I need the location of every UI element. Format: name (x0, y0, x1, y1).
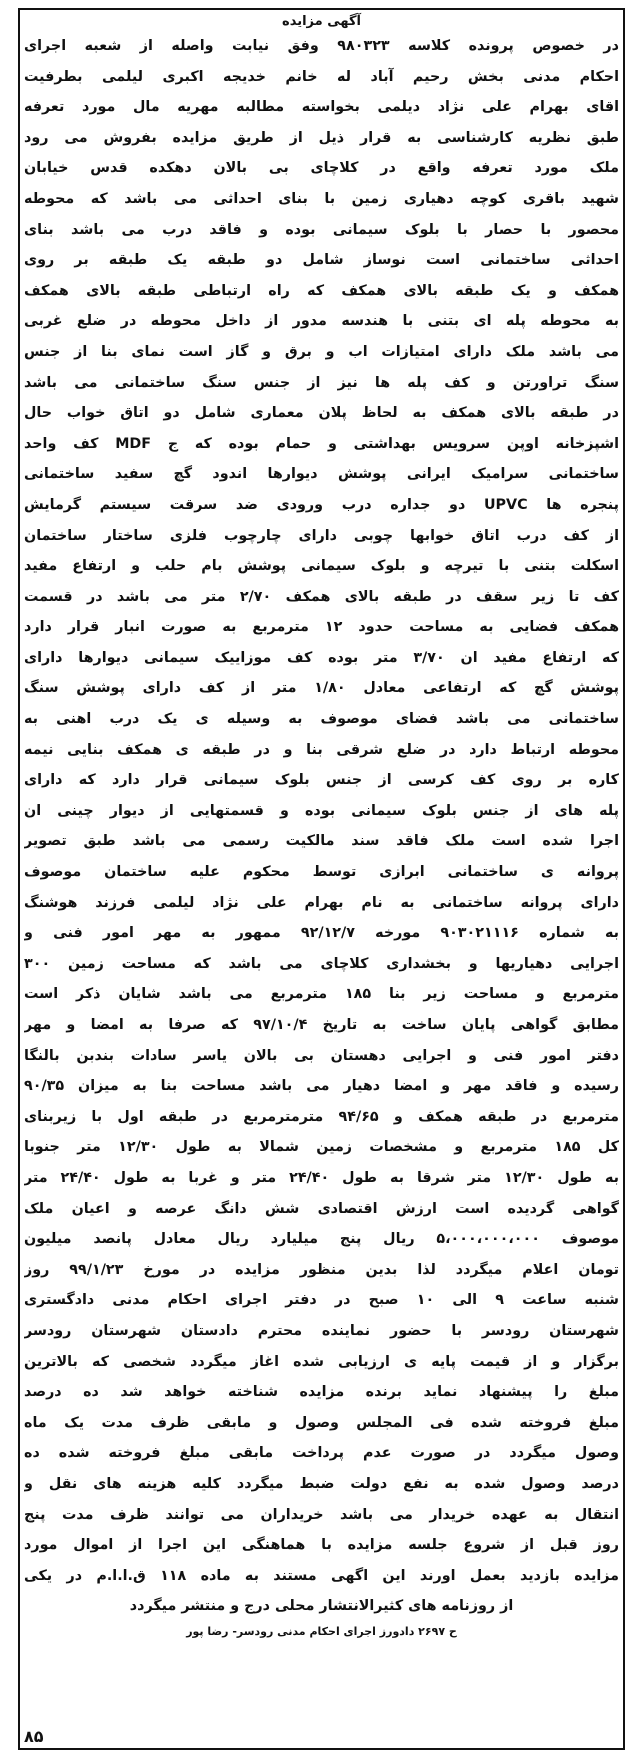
notice-footer: ح ۲۶۹۷ دادورز اجرای احکام مدنی رودسر- رضا پور (186, 1624, 457, 1638)
notice-text-line: محوطه ارتباط دارد در ضلع شرقی بنا و در طبقه ی همکف بنایی نیمه (24, 741, 619, 758)
notice-text-line: مبلغ را پیشنهاد نماید برنده مزایده شناخته خواهد شد ده درصد (24, 1384, 619, 1401)
notice-text-line: شنبه ساعت ۹ الی ۱۰ صبح در دفتر اجرای احکام مدنی دادگستری (24, 1292, 619, 1309)
notice-text-line: مترمربع در طبقه همکف و ۹۴/۶۵ مترمترمربع در طبقه اول با زیربنای (24, 1108, 619, 1125)
notice-text-line: مترمربع و مساحت زیر بنا ۱۸۵ مترمربع می باشد شایان ذکر است (24, 986, 619, 1003)
notice-text-line: اشپزخانه اوپن سرویس بهداشتی و حمام بوده که ج MDF کف واحد (24, 435, 619, 452)
notice-text-line: وصول میگردد در صورت عدم پرداخت مابقی مبلغ فروخته شده ده (24, 1445, 619, 1462)
notice-text-line: که ارتفاع مفید ان ۳/۷۰ متر بوده کف موزاییک سیمانی دیوارها دارای (24, 649, 619, 666)
notice-text-line: پنجره ها UPVC دو جداره درب ورودی ضد سرقت سیستم گرمایش (24, 496, 619, 513)
notice-text-line: پوشش گچ که ارتفاعی معادل ۱/۸۰ متر از کف دارای پوشش سنگ (24, 680, 619, 697)
notice-text-line: موصوف ۵،۰۰۰،۰۰۰،۰۰۰ ریال پنج میلیارد ریال معادل پانصد میلیون (24, 1231, 619, 1248)
notice-text-line: کف تا زیر سقف در طبقه بالای همکف ۲/۷۰ متر می باشد در قسمت (24, 588, 619, 605)
notice-text-line: درصد وصول شده به نفع دولت ضبط میگردد کلیه هزینه های نقل و (24, 1475, 619, 1492)
notice-text-line: ملک مورد تعرفه واقع در کلاچای بی بالان دهکده قدس خیابان (24, 160, 619, 177)
notice-text-line: پله های از جنس بلوک سیمانی بوده و قسمتهایی از دیوار چینی ان (24, 802, 619, 819)
notice-text-line: احکام مدنی بخش رحیم آباد له خانم خدیجه اکبری لیلمی بطرفیت (24, 68, 619, 85)
auction-notice (18, 8, 625, 1750)
notice-text-line: پروانه ی ساختمانی ابرازی توسط محکوم علیه ساختمان موصوف (24, 864, 619, 881)
notice-text-line: به شماره ۹۰۳۰۲۱۱۱۶ مورخه ۹۲/۱۲/۷ ممهور به مهر امور فنی و (24, 925, 619, 942)
notice-text-line: اجرا شده است ملک فاقد سند مالکیت رسمی می باشد طبق تصویر (24, 833, 619, 850)
notice-text-line: مزایده بازدید بعمل اورند این اگهی مستند به ماده ۱۱۸ ق.ا.ا.م در یکی (24, 1567, 619, 1584)
notice-text-line: به محوطه پله ای بتنی با هندسه مدور از داخل محوطه در ضلع غربی (24, 313, 619, 330)
notice-text-line: طبق نظریه کارشناسی به قرار ذیل از طریق مزایده بفروش می رود (24, 129, 619, 146)
notice-text-line: گواهی گردیده است ارزش اقتصادی شش دانگ عرصه و اعیان ملک (24, 1200, 619, 1217)
notice-text-line: برگزار و از قیمت پایه ی ارزیابی شده اغاز میگردد شخصی که بالاترین (24, 1353, 619, 1370)
notice-text-line: به طول ۱۲/۳۰ متر شرقا به طول ۲۴/۴۰ متر و غربا به طول ۲۴/۴۰ متر (24, 1169, 619, 1186)
notice-text-line: اقای بهرام علی نژاد دیلمی بخواسته مطالبه مهریه مال مورد تعرفه (24, 99, 619, 116)
notice-text-line: دارای پروانه ساختمانی به نام بهرام علی نژاد لیلمی فرزند هوشنگ (24, 894, 619, 911)
notice-body (20, 31, 623, 1622)
notice-title: آگهی مزایده (282, 14, 361, 29)
notice-text-line: کل ۱۸۵ مترمربع و مشخصات زمین شمالا به طول ۱۲/۳۰ متر جنوبا (24, 1139, 619, 1156)
page-number: ۸۵ (24, 1727, 44, 1746)
notice-text-line: رسیده و فاقد مهر و امضا دهیار می باشد مساحت بنا به میزان ۹۰/۳۵ (24, 1078, 619, 1095)
notice-text-line: همکف و یک طبقه بالای همکف که راه ارتباطی طبقه بالای همکف (24, 282, 619, 299)
notice-text-line: روز قبل از شروع جلسه مزایده با هماهنگی این اجرا از اموال مورد (24, 1537, 619, 1554)
notice-text-line: می باشد ملک دارای امتیازات اب و برق و گاز است نمای بنا از جنس (24, 343, 619, 360)
notice-text-line: همکف فضایی به مساحت حدود ۱۲ مترمربع به صورت انبار قرار دارد (24, 619, 619, 636)
notice-text-line: از کف درب اتاق خوابها چوبی دارای چارچوب فلزی ساختار ساختمان (24, 527, 619, 544)
notice-text-line: محصور با حصار با بلوک سیمانی بوده و فاقد درب می باشد بنای (24, 221, 619, 238)
notice-text-line: شهرستان رودسر با حضور نماینده محترم دادستان شهرستان رودسر (24, 1322, 619, 1339)
notice-text-line: اجرایی دهیاریها و بخشداری کلاچای می باشد که مساحت زمین ۳۰۰ (24, 955, 619, 972)
notice-text-line: از روزنامه های کثیرالانتشار محلی درج و منتشر میگردد (129, 1598, 514, 1615)
notice-text-line: اسکلت بتنی با تیرچه و بلوک سیمانی پوشش بام حلب و ارتفاع مفید (24, 558, 619, 575)
notice-text-line: احداثی ساختمانی است نوساز شامل دو طبقه یک طبقه بر روی (24, 252, 619, 269)
notice-text-line: سنگ تراورتن و کف پله ها نیز از جنس سنگ ساختمانی می باشد (24, 374, 619, 391)
notice-text-line: شهید باقری کوچه دهیاری زمین با بنای احداثی می باشد که محوطه (24, 190, 619, 207)
notice-text-line: کاره بر روی کف کرسی از جنس بلوک سیمانی قرار دارد که دارای (24, 772, 619, 789)
notice-text-line: در طبقه بالای همکف به لحاظ پلان معماری شامل دو اتاق خواب حال (24, 405, 619, 422)
notice-text-line: تومان اعلام میگردد لذا بدین منظور مزایده در مورخ ۹۹/۱/۲۳ روز (24, 1261, 619, 1278)
notice-text-line: دفتر امور فنی و اجرایی دهستان بی بالان یاسر سادات بندبن بالنگا (24, 1047, 619, 1064)
notice-text-line: ساختمانی می باشد فضای موصوف به وسیله ی یک درب اهنی به (24, 711, 619, 728)
notice-text-line: ساختمانی سرامیک ایرانی پوشش دیوارها اندود گچ سفید ساختمانی (24, 466, 619, 483)
notice-text-line: مبلغ فروخته شده فی المجلس وصول و مابقی ظرف مدت یک ماه (24, 1414, 619, 1431)
notice-text-line: انتقال به عهده خریدار می باشد خریداران می توانند ظرف مدت پنج (24, 1506, 619, 1523)
notice-text-line: در خصوص پرونده کلاسه ۹۸۰۳۲۳ وفق نیابت واصله از شعبه اجرای (24, 38, 619, 54)
notice-text-line: مطابق گواهی پایان ساخت به تاریخ ۹۷/۱۰/۴ که صرفا به امضا و مهر (24, 1017, 619, 1033)
